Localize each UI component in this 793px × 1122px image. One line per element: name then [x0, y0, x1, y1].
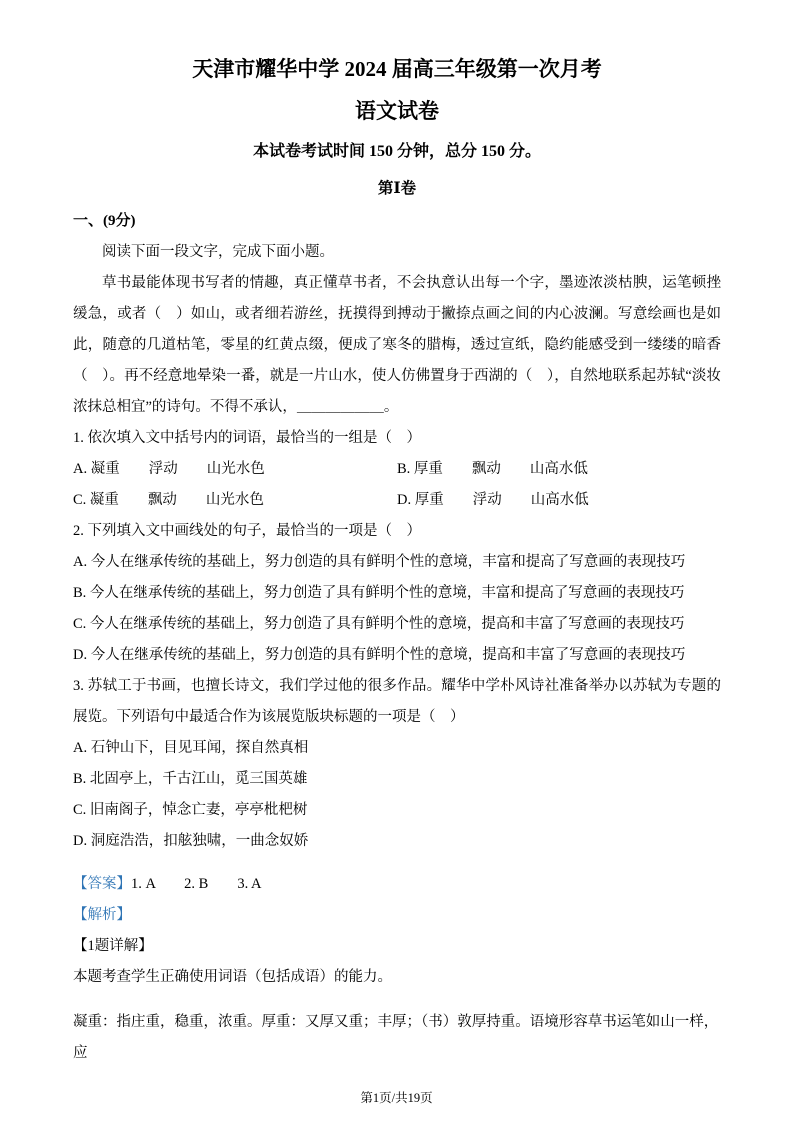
volume-heading: 第Ⅰ卷	[377, 179, 417, 197]
question-1-option-d: D. 厚重 浮动 山高水低	[397, 492, 589, 509]
question-3-stem: 3. 苏轼工于书画，也擅长诗文，我们学过他的很多作品。耀华中学朴风诗社准备举办以苏轼为专题的展览。下列语句中最适合作为该展览版块标题的一项是（ ）	[73, 678, 721, 726]
question-3-option-d: D. 洞庭浩浩，扣舷独啸，一曲念奴娇	[73, 833, 309, 850]
intro-paragraph: 阅读下面一段文字，完成下面小题。	[102, 244, 334, 261]
analysis-label: 【解析】	[73, 907, 131, 924]
explanation-paragraph-2: 凝重：指庄重，稳重，浓重。厚重：又厚又重；丰厚；（书）敦厚持重。语境形容草书运笔如山一样，应	[73, 1014, 719, 1062]
question-3-option-a: A. 石钟山下，目见耳闻，探自然真相	[73, 740, 309, 757]
answer-values: 1. A 2. B 3. A	[131, 876, 262, 893]
question-1-stem: 1. 依次填入文中括号内的词语，最恰当的一组是（ ）	[73, 430, 421, 447]
section-heading: 一、(9分)	[73, 213, 136, 230]
question-1-options	[73, 454, 721, 516]
explanation-paragraph-1: 本题考查学生正确使用词语（包括成语）的能力。	[73, 969, 392, 986]
question-1-option-a: A. 凝重 浮动 山光水色	[73, 461, 265, 478]
exam-info: 本试卷考试时间 150 分钟，总分 150 分。	[252, 142, 541, 160]
question-1-option-b: B. 厚重 飘动 山高水低	[397, 461, 588, 478]
answer-line	[73, 869, 721, 900]
document-title: 天津市耀华中学 2024 届高三年级第一次月考	[192, 57, 602, 81]
document-subtitle: 语文试卷	[355, 99, 439, 124]
question-2-option-a: A. 今人在继承传统的基础上，努力创造的具有鲜明个性的意境，丰富和提高了写意画的表现技巧	[73, 554, 686, 571]
answer-label: 【答案】	[73, 876, 131, 893]
passage-paragraph: 草书最能体现书写者的情趣，真正懂草书者，不会执意认出每一个字，墨迹浓淡枯腴，运笔顿挫缓急，或者（ ）如山，或者细若游丝，抚摸得到搏动于撇捺点画之间的内心波澜。写意绘画也是如此，随意的几道枯笔，零星的红黄点缀，便成了寒冬的腊梅，透过宣纸，隐约能感受到一缕缕的暗香（ ）。再不经意地晕染一番，就是一片山水，使人仿佛置身于西湖的（ ），自然地联系起苏轼“淡妆浓抹总相宜”的诗句。不得不承认，＿＿＿＿＿＿。	[73, 275, 721, 416]
page-number-footer: 第1页/共19页	[360, 1091, 433, 1105]
question-3-option-c: C. 旧南阁子，悼念亡妻，亭亭枇杷树	[73, 802, 308, 819]
question-3-option-b: B. 北固亭上，千古江山，觅三国英雄	[73, 771, 308, 788]
question-2-stem: 2. 下列填入文中画线处的句子，最恰当的一项是（ ）	[73, 523, 421, 540]
detail-label-q1: 【1题详解】	[73, 938, 153, 955]
question-1-option-c: C. 凝重 飘动 山光水色	[73, 492, 264, 509]
question-2-option-c: C. 今人在继承传统的基础上，努力创造了具有鲜明个性的意境，提高和丰富了写意画的表现技巧	[73, 616, 685, 633]
question-2-option-d: D. 今人在继承传统的基础上，努力创造的具有鲜明个性的意境，提高和丰富了写意画的表现技巧	[73, 647, 686, 664]
question-2-option-b: B. 今人在继承传统的基础上，努力创造了具有鲜明个性的意境，丰富和提高了写意画的表现技巧	[73, 585, 685, 602]
